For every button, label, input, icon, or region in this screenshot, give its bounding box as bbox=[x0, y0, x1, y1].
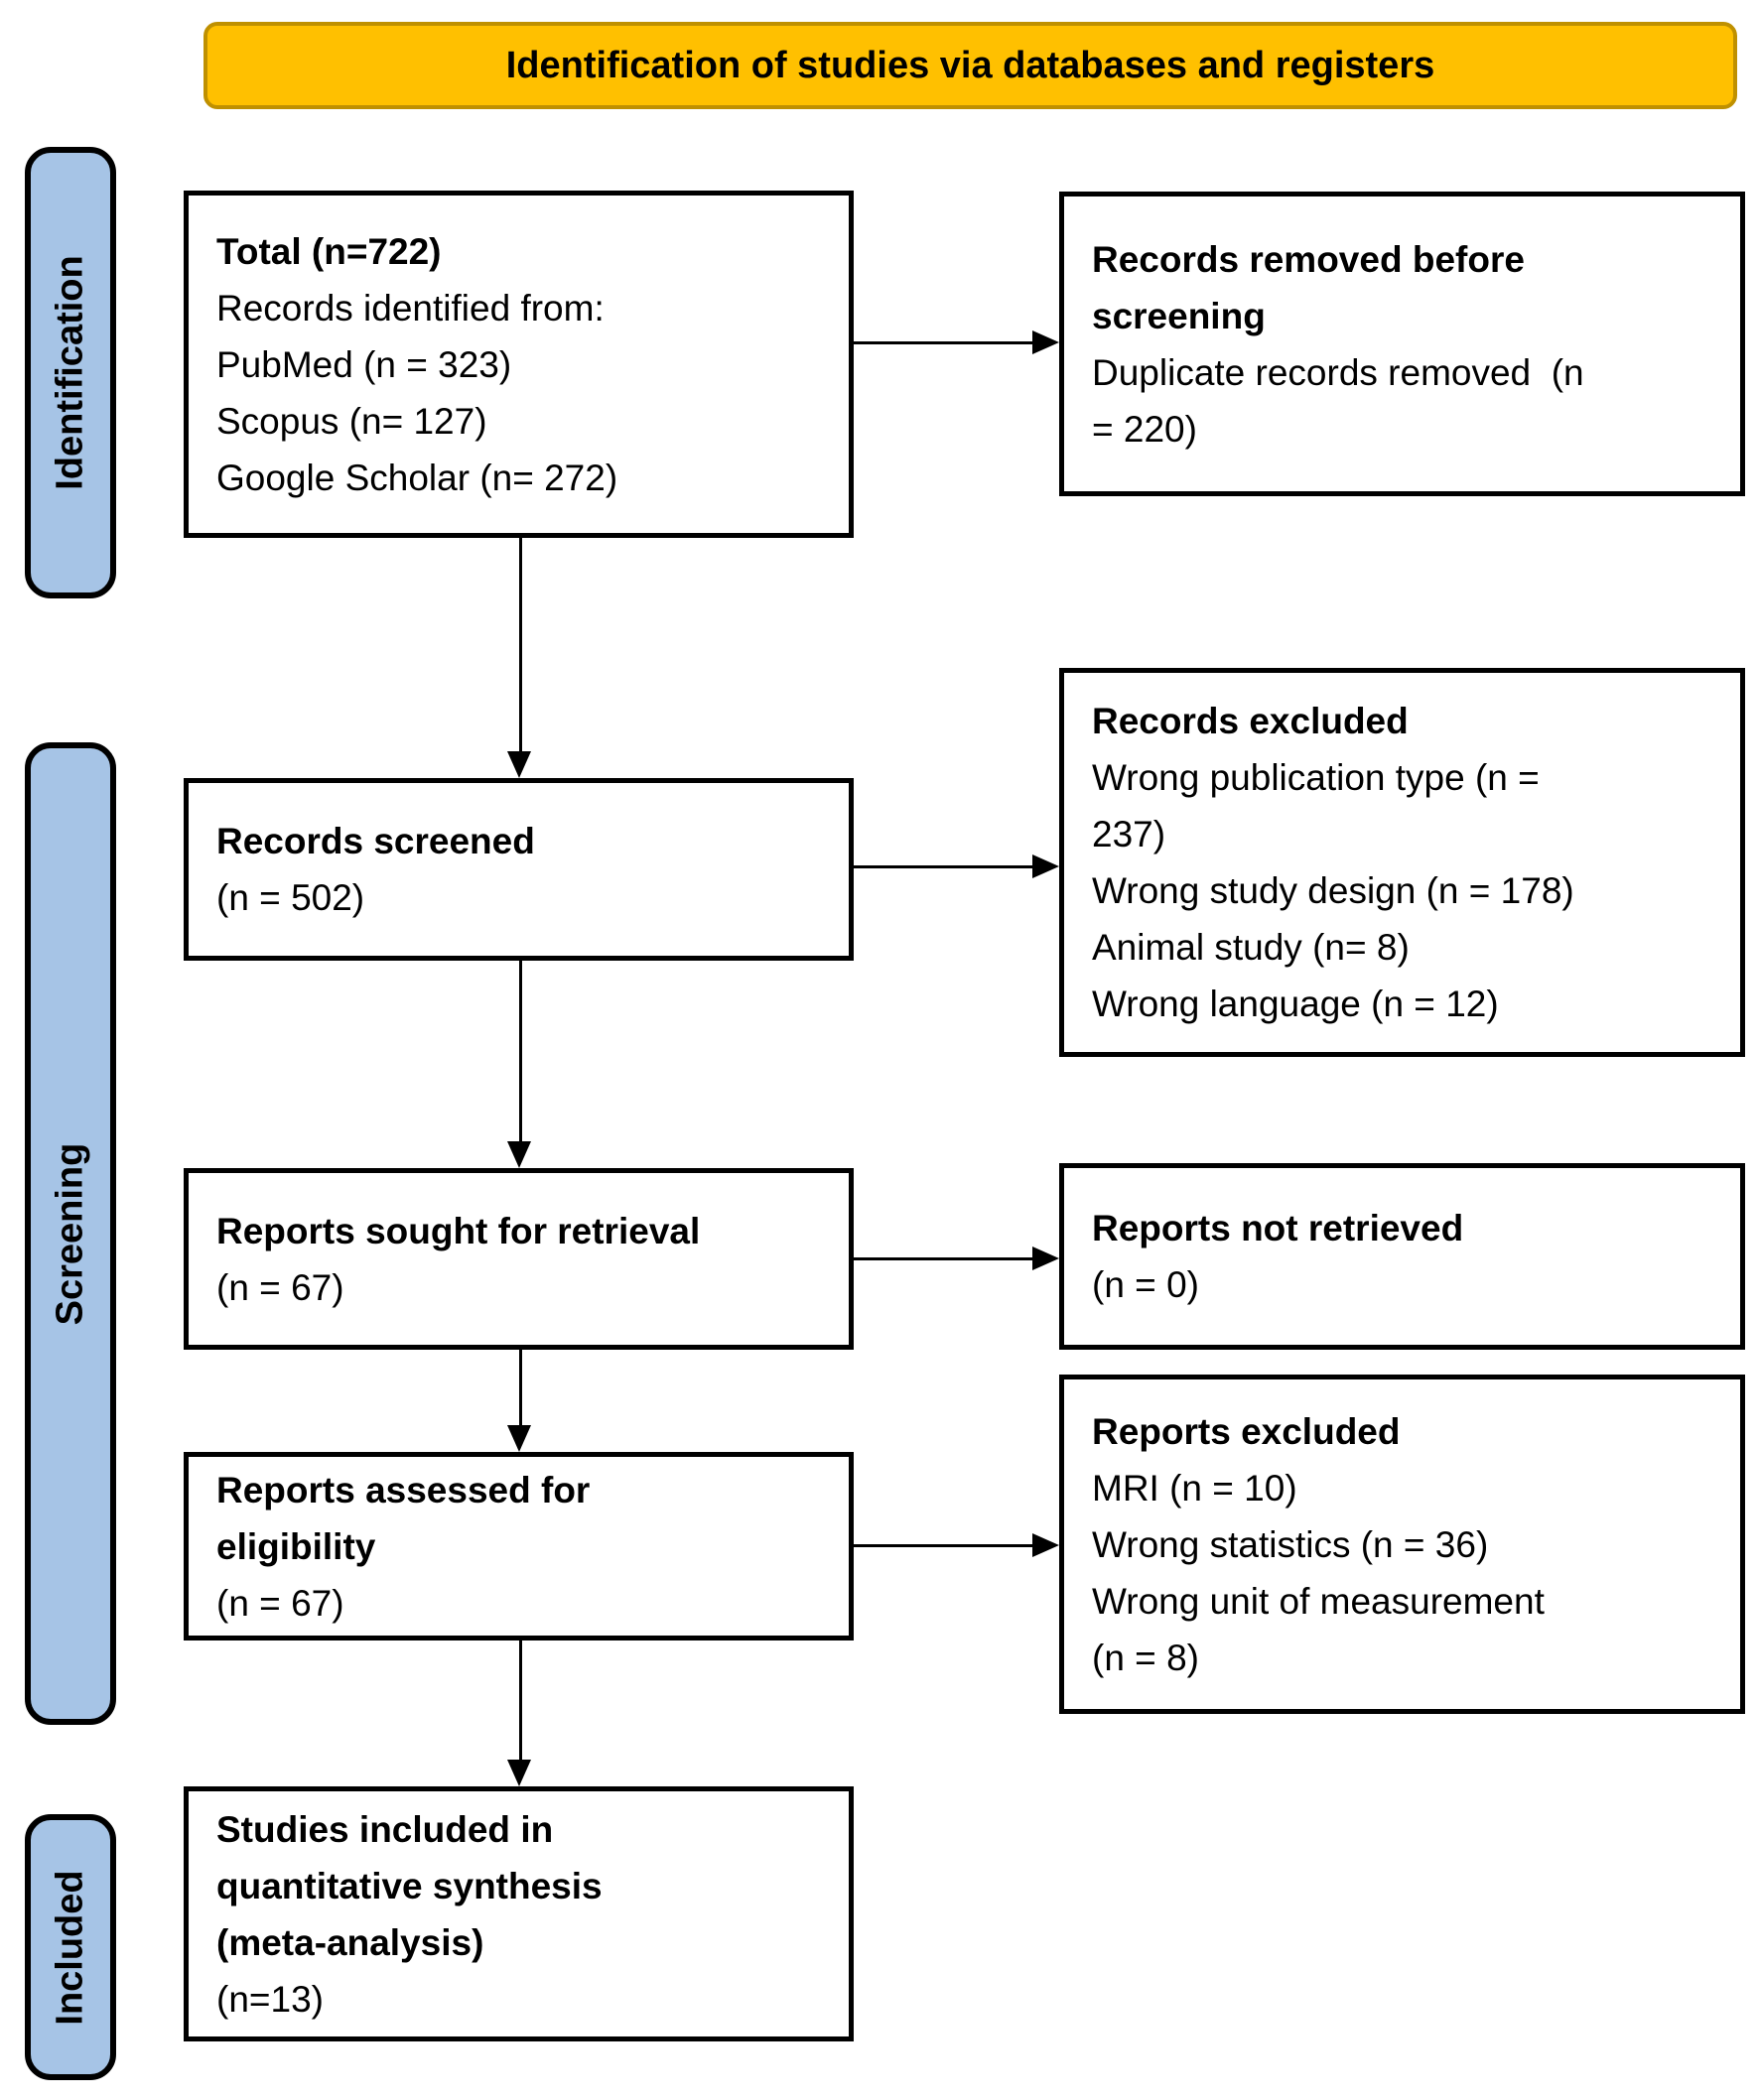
box-text-line: 237) bbox=[1092, 814, 1166, 854]
box-text-line: Records identified from: bbox=[216, 287, 605, 328]
box-text-line: Reports excluded bbox=[1092, 1410, 1401, 1452]
stage-label-included bbox=[25, 1814, 116, 2080]
box-text-line: Animal study (n= 8) bbox=[1092, 927, 1410, 968]
arrowhead-down-icon bbox=[507, 751, 531, 778]
box-text-line: = 220) bbox=[1092, 408, 1197, 450]
arrow-line-screened-to-sought bbox=[519, 961, 522, 1143]
box-reports-excluded bbox=[1059, 1375, 1745, 1714]
stage-label-identification-text: Identification bbox=[49, 255, 91, 490]
box-text-line: eligibility bbox=[216, 1525, 376, 1567]
box-text-line: Reports not retrieved bbox=[1092, 1208, 1464, 1248]
arrow-line-screened-to-excluded bbox=[854, 865, 1034, 868]
box-text-line: Wrong language (n = 12) bbox=[1092, 984, 1499, 1024]
box-records-identified bbox=[184, 191, 854, 538]
box-text-line: Reports assessed for bbox=[216, 1469, 591, 1510]
box-reports-sought-for-retrieval bbox=[184, 1168, 854, 1350]
arrow-line-identified-to-removed bbox=[854, 341, 1034, 344]
stage-label-included-text: Included bbox=[49, 1869, 91, 2026]
box-text-line: Duplicate records removed (n bbox=[1092, 351, 1584, 393]
box-text-line: Wrong publication type (n = bbox=[1092, 757, 1540, 798]
stage-label-screening-text: Screening bbox=[49, 1142, 91, 1325]
box-text-line: Wrong study design (n = 178) bbox=[1092, 870, 1574, 911]
box-records-removed-before-screening bbox=[1059, 192, 1745, 496]
box-text-line: MRI (n = 10) bbox=[1092, 1467, 1297, 1509]
diagram-title-banner: Identification of studies via databases and registers bbox=[203, 22, 1737, 109]
box-text-line: Google Scholar (n= 272) bbox=[216, 457, 618, 498]
box-reports-assessed-for-eligibility bbox=[184, 1452, 854, 1641]
box-text-line: Records excluded bbox=[1092, 701, 1409, 741]
box-text-line: Total (n=722) bbox=[216, 230, 442, 272]
box-records-excluded bbox=[1059, 668, 1745, 1057]
arrowhead-down-icon bbox=[507, 1141, 531, 1168]
box-text-line: (n = 0) bbox=[1092, 1264, 1199, 1305]
stage-label-screening bbox=[25, 742, 116, 1725]
arrowhead-right-icon bbox=[1032, 854, 1059, 878]
box-text-line: (meta-analysis) bbox=[216, 1921, 484, 1963]
box-text-line: Scopus (n= 127) bbox=[216, 400, 487, 442]
arrow-line-assessed-to-reports-excluded bbox=[854, 1544, 1034, 1547]
arrowhead-down-icon bbox=[507, 1760, 531, 1786]
box-text-line: (n=13) bbox=[216, 1978, 324, 2020]
arrowhead-right-icon bbox=[1032, 330, 1059, 354]
box-studies-included bbox=[184, 1786, 854, 2041]
arrowhead-right-icon bbox=[1032, 1533, 1059, 1557]
box-text-line: Records removed before bbox=[1092, 238, 1525, 280]
box-text-line: (n = 8) bbox=[1092, 1637, 1199, 1678]
arrow-line-sought-to-assessed bbox=[519, 1350, 522, 1426]
box-reports-not-retrieved bbox=[1059, 1163, 1745, 1350]
box-text-line: (n = 67) bbox=[216, 1582, 344, 1624]
box-text-line: Studies included in bbox=[216, 1808, 554, 1850]
arrow-line-identified-to-screened bbox=[519, 538, 522, 754]
box-text-line: screening bbox=[1092, 295, 1266, 336]
box-text-line: quantitative synthesis bbox=[216, 1865, 603, 1906]
box-text-line: Records screened bbox=[216, 821, 535, 861]
box-text-line: Wrong statistics (n = 36) bbox=[1092, 1523, 1489, 1565]
box-text-line: Reports sought for retrieval bbox=[216, 1210, 701, 1251]
box-text-line: (n = 502) bbox=[216, 877, 365, 918]
box-text-line: Wrong unit of measurement bbox=[1092, 1580, 1545, 1622]
stage-label-identification bbox=[25, 147, 116, 598]
arrow-line-assessed-to-included bbox=[519, 1641, 522, 1761]
box-text-line: (n = 67) bbox=[216, 1266, 344, 1308]
arrow-line-sought-to-not-retrieved bbox=[854, 1257, 1034, 1260]
box-text-line: PubMed (n = 323) bbox=[216, 343, 512, 385]
arrowhead-right-icon bbox=[1032, 1247, 1059, 1270]
arrowhead-down-icon bbox=[507, 1425, 531, 1452]
box-records-screened bbox=[184, 778, 854, 961]
